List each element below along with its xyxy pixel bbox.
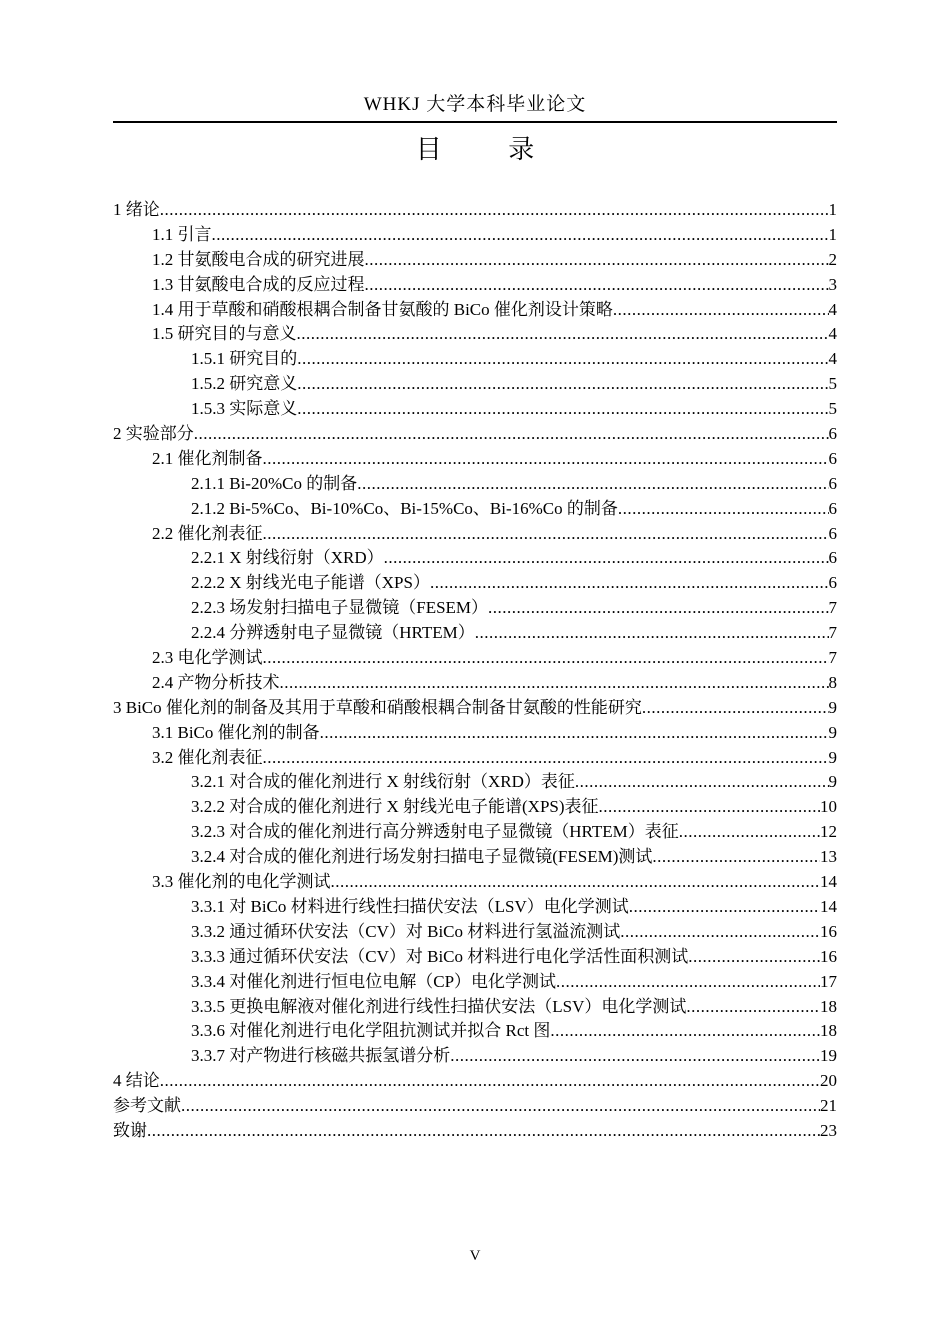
toc-entry-page: 19 <box>820 1046 837 1066</box>
toc-entry[interactable] <box>113 522 837 547</box>
toc-entry-page: 4 <box>828 324 837 344</box>
toc-entry-label: 2.2.3 场发射扫描电子显微镜（FESEM） <box>191 598 489 618</box>
toc-entry-label: 3.3.3 通过循环伏安法（CV）对 BiCo 材料进行电化学活性面积测试 <box>191 946 689 966</box>
toc-entry-label: 3.2.3 对合成的催化剂进行高分辨透射电子显微镜（HRTEM）表征 <box>191 822 679 842</box>
toc-dot-leader <box>618 497 829 522</box>
toc-entry[interactable] <box>113 248 837 273</box>
toc-entry[interactable] <box>113 870 837 895</box>
toc-entry-page: 21 <box>820 1096 837 1116</box>
toc-entry-label: 致谢 <box>113 1120 147 1140</box>
toc-entry-page: 20 <box>820 1071 837 1091</box>
toc-entry-label: 1.5 研究目的与意义 <box>152 324 297 344</box>
toc-dot-leader <box>263 447 829 472</box>
toc-dot-leader <box>181 1094 820 1119</box>
toc-dot-leader <box>263 746 829 771</box>
toc-entry[interactable] <box>113 298 837 323</box>
toc-entry[interactable] <box>113 372 837 397</box>
toc-entry[interactable] <box>113 770 837 795</box>
toc-entry-label: 3 BiCo 催化剂的制备及其用于草酸和硝酸根耦合制备甘氨酸的性能研究 <box>113 697 642 717</box>
toc-entry[interactable] <box>113 920 837 945</box>
toc-entry-page: 6 <box>828 573 837 593</box>
toc-entry-label: 3.3.1 对 BiCo 材料进行线性扫描伏安法（LSV）电化学测试 <box>191 896 629 916</box>
toc-entry-page: 18 <box>820 996 837 1016</box>
toc-entry[interactable] <box>113 1119 837 1144</box>
toc-entry-page: 6 <box>828 548 837 568</box>
toc-dot-leader <box>357 472 828 497</box>
toc-entry[interactable] <box>113 1094 837 1119</box>
toc-entry[interactable] <box>113 447 837 472</box>
toc-entry-label: 3.3.4 对催化剂进行恒电位电解（CP）电化学测试 <box>191 971 557 991</box>
toc-entry[interactable] <box>113 571 837 596</box>
toc-entry[interactable] <box>113 223 837 248</box>
toc-entry-label: 4 结论 <box>113 1071 160 1091</box>
toc-entry-page: 7 <box>828 648 837 668</box>
toc-entry-label: 1.3 甘氨酸电合成的反应过程 <box>152 274 365 294</box>
toc-entry-page: 18 <box>820 1021 837 1041</box>
toc-entry[interactable] <box>113 845 837 870</box>
toc-entry-page: 7 <box>828 598 837 618</box>
toc-entry-page: 13 <box>820 847 837 867</box>
toc-entry-page: 6 <box>828 424 837 444</box>
toc-entry-label: 1.5.1 研究目的 <box>191 349 298 369</box>
toc-entry-label: 3.3.2 通过循环伏安法（CV）对 BiCo 材料进行氢溢流测试 <box>191 921 621 941</box>
toc-entry[interactable] <box>113 820 837 845</box>
toc-dot-leader <box>280 671 829 696</box>
toc-entry-label: 3.3.6 对催化剂进行电化学阻抗测试并拟合 Rct 图 <box>191 1021 551 1041</box>
toc-entry[interactable] <box>113 621 837 646</box>
toc-entry-label: 1.5.2 研究意义 <box>191 374 298 394</box>
toc-entry-page: 6 <box>828 473 837 493</box>
toc-entry-label: 2.2.4 分辨透射电子显微镜（HRTEM） <box>191 623 475 643</box>
toc-dot-leader <box>686 995 820 1020</box>
toc-dot-leader <box>365 273 829 298</box>
toc-dot-leader <box>642 696 829 721</box>
toc-entry[interactable] <box>113 1019 837 1044</box>
toc-entry[interactable] <box>113 671 837 696</box>
toc-dot-leader <box>212 223 829 248</box>
toc-entry-page: 6 <box>828 498 837 518</box>
toc-entry-label: 2.1.2 Bi-5%Co、Bi-10%Co、Bi-15%Co、Bi-16%Co 的制备 <box>191 498 618 518</box>
toc-dot-leader <box>599 795 820 820</box>
toc-dot-leader <box>331 870 821 895</box>
toc-dot-leader <box>475 621 829 646</box>
toc-dot-leader <box>450 1044 820 1069</box>
toc-dot-leader <box>365 248 829 273</box>
toc-entry-label: 3.3 催化剂的电化学测试 <box>152 872 331 892</box>
toc-entry-page: 6 <box>828 448 837 468</box>
toc-entry-page: 4 <box>828 349 837 369</box>
toc-entry[interactable] <box>113 472 837 497</box>
toc-entry-label: 1.1 引言 <box>152 224 212 244</box>
toc-dot-leader <box>488 596 828 621</box>
page-title: 目 录 <box>415 135 565 164</box>
toc-dot-leader <box>297 397 828 422</box>
toc-entry-label: 3.2.4 对合成的催化剂进行场发射扫描电子显微镜(FESEM)测试 <box>191 847 653 867</box>
toc-entry-label: 2.2.2 X 射线光电子能谱（XPS） <box>191 573 430 593</box>
toc-entry-label: 3.2 催化剂表征 <box>152 747 263 767</box>
toc-entry-page: 9 <box>828 772 837 792</box>
toc-dot-leader <box>160 1069 820 1094</box>
toc-dot-leader <box>620 920 820 945</box>
toc-entry-label: 2.3 电化学测试 <box>152 648 263 668</box>
toc-entry[interactable] <box>113 795 837 820</box>
toc-entry[interactable] <box>113 945 837 970</box>
toc-entry-label: 2.2 催化剂表征 <box>152 523 263 543</box>
toc-entry[interactable] <box>113 497 837 522</box>
toc-entry-label: 2.2.1 X 射线衍射（XRD） <box>191 548 384 568</box>
toc-dot-leader <box>575 770 829 795</box>
toc-entry[interactable] <box>113 646 837 671</box>
toc-entry-page: 2 <box>828 249 837 269</box>
toc-dot-leader <box>629 895 820 920</box>
toc-entry-page: 9 <box>828 722 837 742</box>
toc-dot-leader <box>652 845 820 870</box>
toc-dot-leader <box>263 522 829 547</box>
toc-entry-page: 4 <box>828 299 837 319</box>
toc-entry[interactable] <box>113 596 837 621</box>
toc-entry-label: 2 实验部分 <box>113 424 194 444</box>
toc-entry-page: 14 <box>820 896 837 916</box>
page-number: V <box>469 1248 481 1264</box>
toc-entry[interactable] <box>113 546 837 571</box>
toc-entry-page: 5 <box>828 399 837 419</box>
toc-entry-page: 9 <box>828 697 837 717</box>
toc-dot-leader <box>160 198 829 223</box>
toc-entry-label: 3.3.7 对产物进行核磁共振氢谱分析 <box>191 1046 451 1066</box>
toc-dot-leader <box>613 298 829 323</box>
toc-entry-page: 8 <box>828 672 837 692</box>
toc-entry[interactable] <box>113 322 837 347</box>
toc-entry[interactable] <box>113 273 837 298</box>
toc-entry-label: 2.4 产物分析技术 <box>152 672 280 692</box>
toc-entry-label: 2.1 催化剂制备 <box>152 448 263 468</box>
toc-entry[interactable] <box>113 995 837 1020</box>
toc-entry-label: 参考文献 <box>113 1096 181 1116</box>
toc-entry-page: 9 <box>828 747 837 767</box>
toc-entry[interactable] <box>113 696 837 721</box>
toc-entry-page: 10 <box>820 797 837 817</box>
toc-dot-leader <box>194 422 829 447</box>
toc-dot-leader <box>688 945 820 970</box>
toc-dot-leader <box>297 347 828 372</box>
toc-entry-label: 2.1.1 Bi-20%Co 的制备 <box>191 473 358 493</box>
toc-entry[interactable] <box>113 746 837 771</box>
toc-dot-leader <box>384 546 829 571</box>
toc-entry[interactable] <box>113 970 837 995</box>
toc-entry[interactable] <box>113 397 837 422</box>
toc-entry[interactable] <box>113 1069 837 1094</box>
toc-entry-page: 7 <box>828 623 837 643</box>
toc-entry[interactable] <box>113 721 837 746</box>
toc-entry-page: 1 <box>828 224 837 244</box>
toc-entry[interactable] <box>113 198 837 223</box>
toc-entry-page: 3 <box>828 274 837 294</box>
toc-dot-leader <box>297 322 829 347</box>
table-of-contents <box>113 198 837 1144</box>
running-header: WHKJ 大学本科毕业论文 <box>363 94 587 115</box>
toc-entry-label: 3.2.2 对合成的催化剂进行 X 射线光电子能谱(XPS)表征 <box>191 797 599 817</box>
toc-entry-page: 17 <box>820 971 837 991</box>
toc-dot-leader <box>550 1019 820 1044</box>
toc-entry-label: 1.4 用于草酸和硝酸根耦合制备甘氨酸的 BiCo 催化剂设计策略 <box>152 299 613 319</box>
header-divider <box>113 121 837 123</box>
toc-dot-leader <box>147 1119 820 1144</box>
toc-dot-leader <box>556 970 820 995</box>
toc-entry[interactable] <box>113 895 837 920</box>
toc-entry-page: 1 <box>828 200 837 219</box>
toc-entry-page: 6 <box>828 523 837 543</box>
toc-entry-page: 5 <box>828 374 837 394</box>
toc-entry-label: 1.2 甘氨酸电合成的研究进展 <box>152 249 365 269</box>
toc-dot-leader <box>263 646 829 671</box>
toc-entry-page: 14 <box>820 872 837 892</box>
toc-entry-page: 16 <box>820 946 837 966</box>
toc-entry[interactable] <box>113 347 837 372</box>
toc-entry-label: 3.1 BiCo 催化剂的制备 <box>152 722 320 742</box>
toc-entry-page: 23 <box>820 1120 837 1140</box>
toc-entry-label: 3.2.1 对合成的催化剂进行 X 射线衍射（XRD）表征 <box>191 772 575 792</box>
toc-entry-label: 1.5.3 实际意义 <box>191 399 298 419</box>
toc-entry[interactable] <box>113 422 837 447</box>
toc-dot-leader <box>679 820 820 845</box>
toc-entry-label: 1 绪论 <box>113 200 160 219</box>
toc-entry-page: 12 <box>820 822 837 842</box>
toc-entry-page: 16 <box>820 921 837 941</box>
toc-dot-leader <box>297 372 828 397</box>
toc-entry-label: 3.3.5 更换电解液对催化剂进行线性扫描伏安法（LSV）电化学测试 <box>191 996 687 1016</box>
toc-dot-leader <box>320 721 829 746</box>
toc-entry[interactable] <box>113 1044 837 1069</box>
toc-dot-leader <box>430 571 829 596</box>
